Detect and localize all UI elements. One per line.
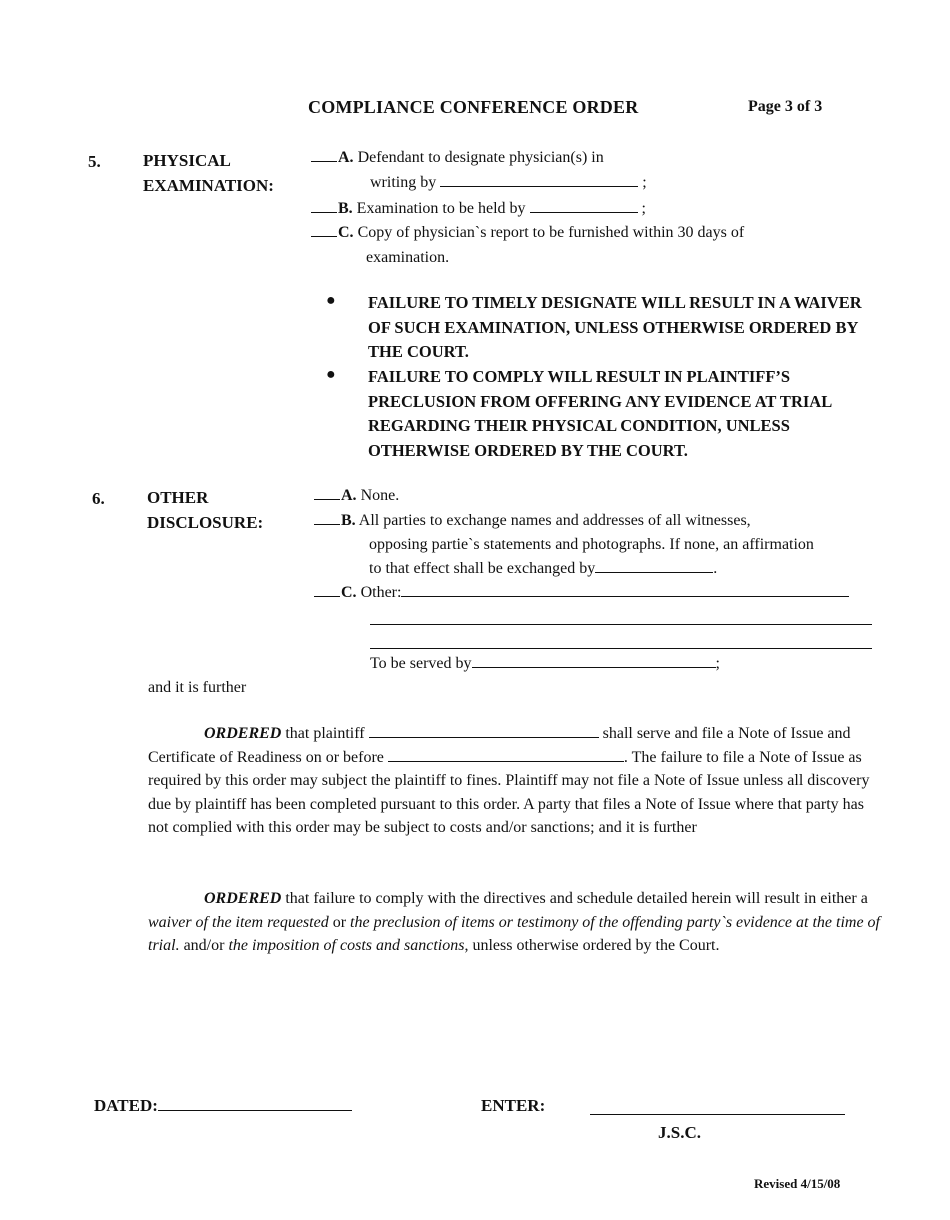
document-title: COMPLIANCE CONFERENCE ORDER (308, 97, 639, 117)
page-number: Page 3 of 3 (748, 98, 823, 115)
revision-date: Revised 4/15/08 (754, 1176, 841, 1191)
served-by-field[interactable] (472, 653, 716, 668)
warning-2: FAILURE TO COMPLY WILL RESULT IN PLAINTIFF’S PRECLUSION FROM OFFERING ANY EVIDENCE AT TRIAL REGARDING THEIR PHYSICAL CONDITION, UNLESS OTHERWISE ORDERED BY THE COURT. (368, 367, 832, 460)
checkbox-line-6a[interactable] (314, 485, 340, 500)
ordered-paragraph-2 (148, 887, 883, 958)
section-6-item-b-cont2 (369, 557, 717, 581)
other-field-line-3[interactable] (370, 648, 872, 649)
item-letter: A. (341, 487, 357, 504)
jsc-label: J.S.C. (658, 1123, 701, 1142)
item-letter: C. (338, 224, 354, 241)
exchange-date-field[interactable] (595, 558, 713, 573)
section-5-title-line2: EXAMINATION: (143, 176, 274, 195)
item-text: ; (642, 174, 647, 191)
para-text: or (332, 913, 347, 931)
item-letter: B. (341, 512, 356, 529)
item-letter: C. (341, 584, 357, 601)
judge-signature-line[interactable] (590, 1114, 845, 1115)
plaintiff-name-field[interactable] (369, 723, 599, 738)
checkbox-line-5a[interactable] (311, 147, 337, 162)
bullet-icon: ● (326, 366, 336, 383)
para-italic: the imposition of costs and sanctions (228, 937, 465, 954)
further-text: and it is further (148, 679, 247, 696)
item-text: Copy of physician`s report to be furnished within 30 days of (357, 224, 745, 241)
para-text: , unless otherwise ordered by the Court. (464, 937, 720, 954)
other-field-line-2[interactable] (370, 624, 872, 625)
section-6-item-b-cont1: opposing partie`s statements and photographs. If none, an affirmation (369, 536, 814, 553)
section-6-item-a (314, 484, 399, 508)
section-6-item-c (314, 581, 849, 605)
item-text: Examination to be held by (356, 200, 526, 217)
exam-date-field[interactable] (530, 198, 638, 213)
para-italic: waiver of the item requested (148, 913, 329, 931)
section-5-title (143, 148, 274, 198)
designate-date-field[interactable] (440, 172, 638, 187)
item-text: All parties to exchange names and addresses of all witnesses, (358, 512, 751, 529)
dated-label: DATED: (94, 1096, 158, 1115)
note-of-issue-date-field[interactable] (388, 747, 624, 762)
para-text: and/or (183, 937, 225, 954)
para-text: shall serve and file a Note of (602, 725, 787, 742)
section-5-item-a (311, 146, 604, 170)
para-text: Issue and Certificate of Readiness on or before (148, 725, 851, 766)
item-text: None. (360, 487, 400, 504)
checkbox-line-6c[interactable] (314, 582, 340, 597)
ordered-lead: ORDERED (204, 725, 282, 742)
para-text: . The failure to file a Note of Issue as required by this order may subject the plaintiff to fines. Plaintiff may not file a Note of Issue unless all discovery due by plaintiff has been completed pursuant to this order. A party that files a Note of Issue where that party has not complied with this order may be subject to costs and/or sanctions; and it is further (148, 748, 870, 836)
item-text: . (713, 560, 718, 577)
ordered-paragraph-1 (148, 722, 883, 840)
bullet-icon: ● (326, 292, 336, 309)
other-field-line-1[interactable] (401, 582, 849, 597)
item-text: To be served by (370, 655, 472, 672)
enter-label: ENTER: (481, 1096, 546, 1115)
checkbox-line-5c[interactable] (311, 222, 337, 237)
item-text: writing by (370, 174, 437, 191)
section-5-title-line1: PHYSICAL (143, 151, 231, 170)
item-text: Defendant to designate physician(s) in (357, 149, 604, 166)
section-5-item-b (311, 197, 646, 221)
served-by-row (370, 652, 720, 676)
section-6-title-line2: DISCLOSURE: (147, 513, 264, 532)
dated-field[interactable] (158, 1096, 352, 1111)
item-letter: A. (338, 149, 354, 166)
checkbox-line-5b[interactable] (311, 198, 337, 213)
item-text: ; (715, 655, 720, 672)
warning-1: FAILURE TO TIMELY DESIGNATE WILL RESULT IN A WAIVER OF SUCH EXAMINATION, UNLESS OTHERWISE ORDERED BY THE COURT. (368, 293, 862, 361)
item-letter: B. (338, 200, 353, 217)
dated-row (94, 1096, 352, 1116)
para-text: that plaintiff (285, 725, 365, 742)
section-6-number: 6. (92, 489, 105, 508)
item-text: to that effect shall be exchanged by (369, 560, 596, 577)
section-6-item-b (314, 509, 751, 533)
para-italic: the preclusion of items or testimony of the offending party`s evidence at the time of trial. (148, 913, 880, 954)
section-5-item-c (311, 221, 744, 245)
item-text: Other: (360, 584, 402, 601)
section-5-number: 5. (88, 152, 101, 171)
section-6-title (147, 485, 263, 535)
item-text: ; (641, 200, 646, 217)
checkbox-line-6b[interactable] (314, 510, 340, 525)
section-6-title-line1: OTHER (147, 488, 209, 507)
ordered-lead: ORDERED (204, 890, 282, 907)
section-5-item-a-cont (370, 171, 647, 195)
section-5-item-c-cont: examination. (366, 249, 450, 266)
para-text: that failure to comply with the directives and schedule detailed herein will result in either a (285, 890, 868, 907)
